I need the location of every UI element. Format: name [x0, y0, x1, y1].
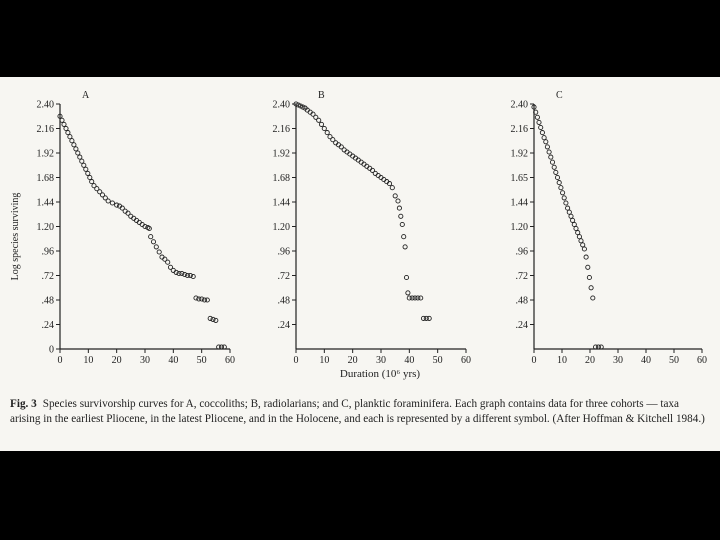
- y-tick-label: .72: [41, 271, 54, 282]
- data-point: [561, 191, 565, 195]
- x-tick-label: 60: [225, 355, 235, 366]
- x-tick-label: 0: [531, 355, 537, 366]
- y-tick-label: .72: [277, 271, 290, 282]
- data-point: [542, 136, 546, 140]
- x-tick-label: 20: [585, 355, 595, 366]
- data-point: [574, 226, 578, 230]
- y-tick-label: 2.16: [36, 124, 54, 135]
- data-point: [569, 214, 573, 218]
- x-tick-label: 40: [168, 355, 179, 366]
- data-point: [86, 171, 90, 175]
- y-tick-label: .96: [41, 246, 54, 258]
- caption-text: Species survivorship curves for A, coccoliths; B, radiolarians; and C, planktic foraminifera. Each graph contains data for three cohorts — taxa arising in the earliest Pliocene, in the latest Pliocene, and in the Holocene, and each is represented by a different symbol. (After Hoffman & Kitchell 1984.): [10, 398, 705, 425]
- chart-a: [10, 90, 235, 366]
- panel-title: C: [556, 90, 563, 101]
- data-point: [90, 180, 94, 184]
- panel-title: A: [82, 90, 90, 101]
- data-point: [419, 296, 423, 300]
- chart-b: [273, 90, 472, 366]
- data-point: [427, 316, 431, 320]
- y-tick-label: .96: [277, 246, 290, 258]
- y-tick-label: 2.16: [510, 124, 528, 135]
- x-tick-label: 60: [461, 355, 471, 366]
- data-point: [64, 126, 68, 130]
- data-point: [82, 163, 86, 167]
- data-point: [535, 115, 539, 119]
- data-point: [72, 143, 76, 147]
- y-tick-label: 2.40: [36, 99, 54, 111]
- x-tick-label: 0: [293, 355, 299, 366]
- y-tick-label: 2.40: [272, 99, 290, 111]
- x-tick-label: 30: [613, 355, 623, 366]
- data-point: [552, 165, 556, 169]
- data-point: [582, 247, 586, 251]
- data-point: [587, 275, 591, 279]
- x-tick-label: 50: [196, 355, 207, 366]
- data-point: [68, 135, 72, 139]
- x-tick-label: 20: [347, 355, 358, 366]
- data-point: [106, 199, 110, 203]
- data-point: [396, 199, 400, 203]
- x-axis-label: Duration (10⁶ yrs): [339, 368, 421, 380]
- data-point: [554, 170, 558, 174]
- data-point: [557, 181, 561, 185]
- x-tick-label: 0: [57, 355, 63, 366]
- x-tick-label: 10: [83, 355, 94, 366]
- y-tick-label: 2.16: [272, 124, 290, 135]
- data-point: [577, 235, 581, 239]
- data-point: [66, 131, 70, 135]
- data-point: [76, 151, 80, 155]
- y-tick-label: 1.68: [272, 173, 290, 184]
- x-tick-label: 30: [140, 355, 150, 366]
- y-tick-label: .72: [515, 271, 528, 282]
- data-point: [589, 286, 593, 290]
- data-point: [404, 275, 408, 279]
- y-tick-label: 1.20: [272, 222, 290, 233]
- chart-c: [511, 90, 708, 366]
- data-point: [154, 245, 158, 249]
- x-tick-label: 20: [111, 355, 122, 366]
- data-point: [110, 201, 114, 205]
- data-point: [151, 240, 155, 244]
- data-point: [80, 159, 84, 163]
- x-tick-label: 10: [557, 355, 567, 366]
- data-point: [399, 214, 403, 218]
- y-tick-label: .48: [41, 295, 54, 307]
- data-point: [74, 147, 78, 151]
- data-point: [62, 122, 66, 126]
- y-tick-label: 1.20: [510, 222, 528, 233]
- data-point: [400, 222, 404, 226]
- figure-caption: [10, 397, 710, 427]
- data-point: [397, 206, 401, 210]
- x-tick-label: 10: [319, 355, 330, 366]
- data-point: [157, 250, 161, 254]
- x-tick-label: 60: [697, 355, 707, 366]
- data-point: [205, 298, 209, 302]
- data-point: [545, 145, 549, 149]
- data-point: [166, 260, 170, 264]
- data-point: [149, 235, 153, 239]
- data-point: [547, 150, 551, 154]
- y-tick-label: .48: [515, 295, 528, 307]
- data-point: [571, 218, 575, 222]
- data-point: [559, 186, 563, 190]
- data-point: [562, 196, 566, 200]
- data-point: [549, 155, 553, 159]
- data-point: [402, 235, 406, 239]
- y-axis-label: Log species surviving: [10, 192, 21, 281]
- y-tick-label: .24: [277, 320, 290, 331]
- x-tick-label: 50: [432, 355, 443, 366]
- data-point: [576, 231, 580, 235]
- data-point: [70, 139, 74, 143]
- y-tick-label: 1.20: [36, 222, 54, 233]
- y-tick-label: .48: [277, 295, 290, 307]
- data-point: [319, 122, 323, 126]
- data-point: [78, 155, 82, 159]
- data-point: [84, 167, 88, 171]
- data-point: [555, 175, 559, 179]
- y-tick-label: 0: [49, 344, 54, 356]
- x-tick-label: 30: [376, 355, 386, 366]
- slide: [0, 77, 720, 451]
- y-tick-label: 1.92: [510, 148, 528, 160]
- data-point: [550, 160, 554, 164]
- survivorship-charts: [0, 77, 720, 451]
- data-point: [322, 126, 326, 130]
- y-tick-label: 1.92: [272, 148, 290, 160]
- data-point: [325, 131, 329, 135]
- y-tick-label: .24: [515, 320, 528, 331]
- data-point: [88, 175, 92, 179]
- data-point: [393, 194, 397, 198]
- data-point: [591, 296, 595, 300]
- y-tick-label: 1.68: [36, 173, 54, 184]
- data-point: [581, 243, 585, 247]
- data-point: [406, 291, 410, 295]
- data-point: [564, 201, 568, 205]
- y-tick-label: 1.92: [36, 148, 54, 160]
- data-point: [403, 245, 407, 249]
- y-tick-label: 1.44: [36, 197, 54, 209]
- data-point: [566, 206, 570, 210]
- x-tick-label: 40: [404, 355, 415, 366]
- data-point: [567, 210, 571, 214]
- y-tick-label: 2.40: [510, 99, 528, 111]
- caption-label: Fig. 3: [10, 398, 37, 410]
- y-tick-label: 1.44: [510, 197, 528, 209]
- data-point: [537, 120, 541, 124]
- data-point: [544, 140, 548, 144]
- y-tick-label: .24: [41, 320, 54, 331]
- x-tick-label: 40: [641, 355, 651, 366]
- x-tick-label: 50: [669, 355, 679, 366]
- data-point: [586, 265, 590, 269]
- data-point: [390, 186, 394, 190]
- data-point: [584, 255, 588, 259]
- data-point: [317, 118, 321, 122]
- y-tick-label: 1.65: [510, 173, 528, 184]
- panel-title: B: [318, 90, 325, 101]
- data-point: [540, 131, 544, 135]
- y-tick-label: 1.44: [272, 197, 290, 209]
- data-point: [579, 239, 583, 243]
- y-tick-label: .96: [515, 246, 528, 258]
- data-point: [539, 125, 543, 129]
